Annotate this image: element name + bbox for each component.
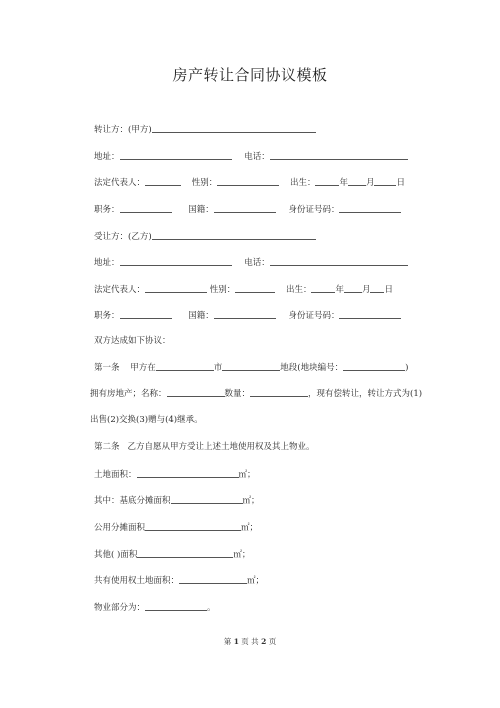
other-area-blank [137, 548, 233, 558]
transferee-blank [152, 230, 316, 240]
address-label: 地址： [94, 258, 120, 268]
article-1-city: 市 [213, 363, 223, 373]
day-blank [374, 176, 396, 186]
property-blank [145, 601, 207, 611]
gender-label: 性别： [191, 178, 218, 188]
article-1-name-label: 拥有房地产；名称： [90, 389, 167, 399]
transferor-line [94, 122, 316, 135]
address-blank [120, 256, 232, 266]
id-label: 身份证号码： [288, 205, 340, 215]
public-share-line [94, 520, 258, 533]
article-1-transfer-method: ，现有偿转让，转让方式为(1) [308, 389, 423, 399]
land-area-label: 土地面积： [94, 470, 137, 480]
legal-rep-blank [145, 176, 181, 186]
footer-suffix: 页 [268, 637, 277, 646]
id-blank [339, 309, 401, 319]
article-1-name-blank [167, 387, 225, 397]
base-share-blank [171, 494, 243, 504]
period: 。 [207, 603, 216, 613]
article-1-quantity-blank [250, 387, 308, 397]
month-label: 月 [365, 178, 375, 188]
unit-sqm: ㎡ [238, 470, 248, 480]
article-1-party: 甲方在 [130, 363, 156, 373]
footer-page-number: 1 [233, 637, 239, 646]
born-label: 出生： [285, 285, 312, 295]
position-label: 职务： [94, 205, 120, 215]
page-footer [0, 636, 500, 647]
footer-middle: 页 共 [241, 637, 259, 646]
public-share-label: 公用分摊面积 [94, 523, 146, 533]
id-label: 身份证号码： [288, 311, 340, 321]
unit-sqm: ㎡ [247, 576, 256, 586]
article-1-city-blank [222, 361, 280, 371]
semicolon: ； [251, 496, 260, 506]
unit-sqm: ㎡ [242, 496, 252, 506]
land-area-blank [137, 468, 239, 478]
shared-land-line [94, 573, 264, 586]
gender-blank [217, 176, 279, 186]
shared-land-label: 共有使用权土地面积： [94, 576, 180, 586]
day-label: 日 [396, 178, 405, 188]
transferee-label: 受让方：(乙方) [94, 232, 152, 242]
land-area-line [94, 467, 256, 480]
transferee-address-line [94, 255, 408, 268]
other-area-label: 其他( )面积 [94, 550, 138, 560]
shared-land-blank [179, 574, 247, 584]
article-1-close: ) [405, 363, 409, 373]
nationality-label: 国籍： [188, 311, 214, 321]
article-1-line-2 [90, 386, 422, 399]
transferor-position-line [94, 202, 401, 215]
article-1-line-3: 出售(2)交换(3)赠与(4)继承。 [90, 415, 203, 425]
base-share-line [94, 493, 260, 506]
position-blank [120, 203, 172, 213]
year-blank [315, 176, 339, 186]
transferee-position-line [94, 308, 401, 321]
born-label: 出生： [289, 178, 316, 188]
article-1-plot-blank [343, 361, 405, 371]
nationality-blank [214, 309, 276, 319]
transferor-legal-rep-line [94, 175, 405, 188]
footer-prefix: 第 [223, 637, 232, 646]
legal-rep-blank [145, 283, 207, 293]
id-blank [339, 203, 401, 213]
month-label: 月 [361, 285, 371, 295]
day-blank [370, 283, 384, 293]
article-1-plot: 地段(地块编号： [280, 363, 344, 373]
nationality-blank [214, 203, 276, 213]
address-blank [120, 150, 232, 160]
phone-blank [270, 150, 408, 160]
transferor-label: 转让方：(甲方) [94, 125, 152, 135]
position-label: 职务： [94, 311, 120, 321]
article-1-quantity-label: 数量： [224, 389, 251, 399]
public-share-blank [145, 521, 241, 531]
phone-blank [270, 256, 408, 266]
article-2-heading: 第二条 [94, 442, 120, 452]
legal-rep-label: 法定代表人： [94, 178, 146, 188]
transferor-address-line [94, 149, 408, 162]
phone-label: 电话： [244, 152, 270, 162]
transferee-line [94, 229, 316, 242]
day-label: 日 [384, 285, 393, 295]
legal-rep-label: 法定代表人： [94, 285, 146, 295]
address-label: 地址： [94, 152, 120, 162]
year-label: 年 [339, 178, 348, 188]
semicolon: ； [249, 523, 259, 533]
unit-sqm: ㎡ [233, 550, 242, 560]
position-blank [120, 309, 172, 319]
nationality-label: 国籍： [188, 205, 214, 215]
semicolon: ； [241, 550, 251, 560]
article-1-line-1 [94, 360, 408, 373]
property-label: 物业部分为： [94, 603, 146, 613]
agreement-intro: 双方达成如下协议： [94, 336, 171, 346]
year-label: 年 [335, 285, 344, 295]
phone-label: 电话： [244, 258, 270, 268]
article-1-heading: 第一条 [94, 363, 120, 373]
transferee-legal-rep-line [94, 282, 393, 295]
property-line [94, 600, 216, 613]
semicolon: ； [255, 576, 265, 586]
document-title: 房产转让合同协议模板 [172, 66, 328, 84]
base-share-label: 其中：基底分摊面积 [94, 496, 171, 506]
footer-total-pages: 2 [261, 637, 267, 646]
unit-sqm: ㎡ [241, 523, 250, 533]
gender-label: 性别： [209, 285, 236, 295]
month-blank [344, 283, 362, 293]
gender-blank [235, 283, 275, 293]
other-area-line [94, 547, 250, 560]
article-2-text: 乙方自愿从甲方受让上述土地使用权及其上物业。 [127, 442, 315, 452]
transferor-blank [152, 123, 316, 133]
year-blank [311, 283, 335, 293]
article-2-line [94, 440, 315, 452]
month-blank [348, 176, 366, 186]
article-1-location-blank [156, 361, 214, 371]
semicolon: ； [247, 470, 256, 480]
